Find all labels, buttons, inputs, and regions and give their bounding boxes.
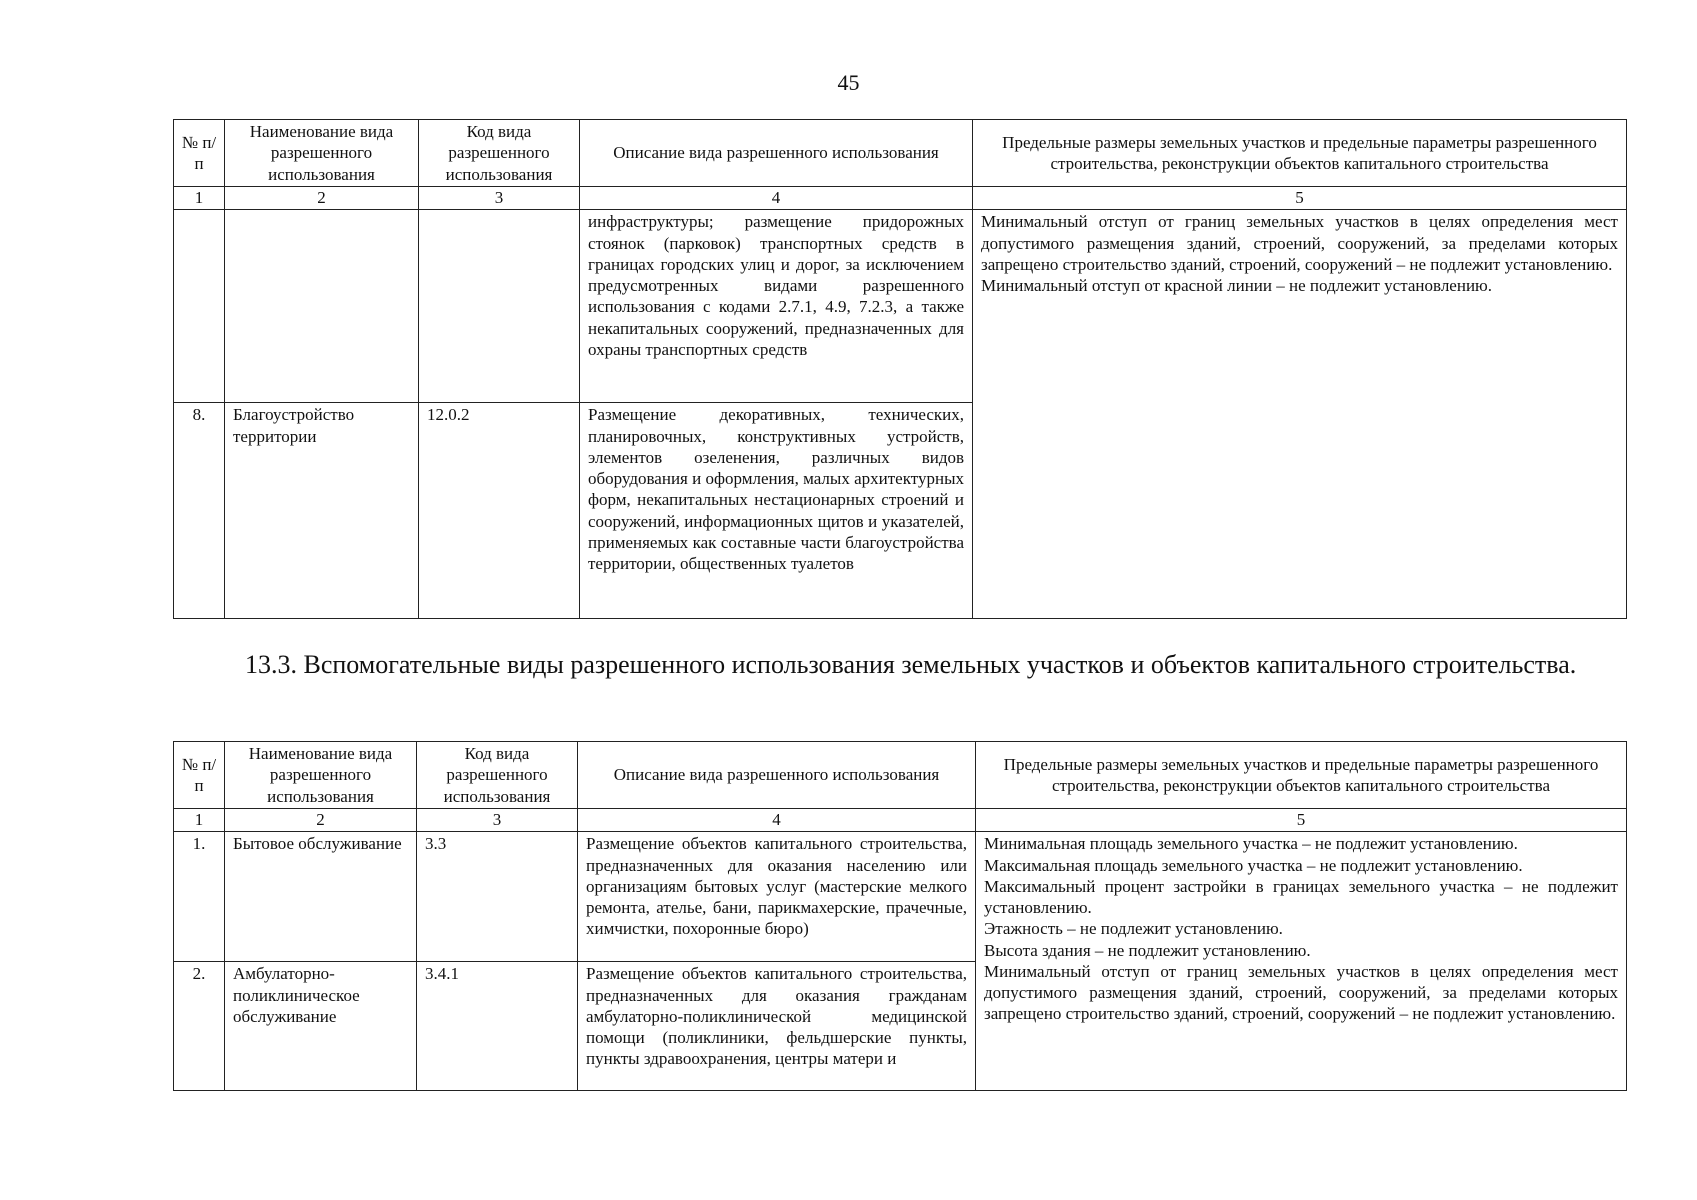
column-number: 5 [973, 187, 1627, 210]
table-row [174, 210, 1627, 403]
header-use-code: Код вида разрешенного использования [419, 120, 580, 187]
header-limits: Предельные размеры земельных участков и предельные параметры разрешенного строительства, реконструкции объектов капитального строительства [976, 742, 1627, 809]
column-number: 2 [225, 187, 419, 210]
header-use-name: Наименование вида разрешенного использования [225, 120, 419, 187]
column-number: 1 [174, 187, 225, 210]
row-number-cell: 8. [174, 403, 225, 619]
row-number-cell [174, 210, 225, 403]
table-header-row [174, 120, 1627, 187]
use-code-cell [419, 210, 580, 403]
limit-item: Высота здания – не подлежит установлению. [984, 940, 1311, 960]
limit-item: Минимальный отступ от границ земельных участков в целях определения мест допустимого размещения зданий, строений, сооружений, за пределами которых запрещено строительство зданий, строений, сооружений – не подлежит установлению. [984, 961, 1618, 1024]
use-name-cell: Бытовое обслуживание [225, 832, 417, 962]
header-use-description: Описание вида разрешенного использования [580, 120, 973, 187]
page-number: 45 [837, 70, 860, 95]
column-number: 5 [976, 809, 1627, 832]
section-heading: 13.3. Вспомогательные виды разрешенного использования земельных участков и объектов капитального строительства. [245, 650, 1577, 679]
column-number: 2 [225, 809, 417, 832]
use-name-cell: Благоустройство территории [225, 403, 419, 619]
column-number: 3 [419, 187, 580, 210]
limits-cell [976, 832, 1627, 1091]
zoning-table-main [173, 119, 1627, 619]
table-header-row [174, 742, 1627, 809]
header-number: № п/п [174, 120, 225, 187]
limit-item: Этажность – не подлежит установлению. [984, 919, 1283, 939]
column-number: 3 [417, 809, 578, 832]
column-number-row [174, 809, 1627, 832]
use-code-cell: 3.4.1 [417, 962, 578, 1091]
header-use-name: Наименование вида разрешенного использования [225, 742, 417, 809]
use-description-cell: Размещение объектов капитального строительства, предназначенных для оказания гражданам амбулаторно-поликлинической медицинской помощи (поликлиники, фельдшерские пункты, пункты здравоохранения, центры матери и [578, 962, 976, 1091]
header-use-code: Код вида разрешенного использования [417, 742, 578, 809]
use-description-cell: инфраструктуры; размещение придорожных стоянок (парковок) транспортных средств в границах городских улиц и дорог, за исключением предусмотренных видами разрешенного использования с кодами 2.7.1, 4.9, 7.2.3, а также некапитальных сооружений, предназначенных для охраны транспортных средств [580, 210, 973, 403]
limit-item: Минимальный отступ от границ земельных участков в целях определения мест допустимого размещения зданий, строений, сооружений, за пределами которых запрещено строительство зданий, строений, сооружений – не подлежит установлению. [981, 212, 1618, 274]
zoning-table-auxiliary [173, 741, 1627, 1091]
limit-item: Максимальный процент застройки в границах земельного участка – не подлежит установлению. [984, 876, 1618, 918]
limit-item: Минимальная площадь земельного участка – не подлежит установлению. [984, 834, 1518, 854]
row-number-cell: 2. [174, 962, 225, 1091]
column-number: 4 [580, 187, 973, 210]
column-number: 4 [578, 809, 976, 832]
use-name-cell [225, 210, 419, 403]
use-description-cell: Размещение объектов капитального строительства, предназначенных для оказания населению или организациям бытовых услуг (мастерские мелкого ремонта, ателье, бани, парикмахерские, прачечные, химчистки, похоронные бюро) [578, 832, 976, 962]
use-code-cell: 3.3 [417, 832, 578, 962]
column-number-row [174, 187, 1627, 210]
use-description-cell: Размещение декоративных, технических, планировочных, конструктивных устройств, элементов озеленения, различных видов оборудования и оформления, малых архитектурных форм, некапитальных нестационарных строений и сооружений, информационных щитов и указателей, применяемых как составные части благоустройства территории, общественных туалетов [580, 403, 973, 619]
header-use-description: Описание вида разрешенного использования [578, 742, 976, 809]
limit-item: Максимальная площадь земельного участка – не подлежит установлению. [984, 855, 1523, 875]
header-number: № п/п [174, 742, 225, 809]
row-number-cell: 1. [174, 832, 225, 962]
limits-cell [973, 210, 1627, 619]
column-number: 1 [174, 809, 225, 832]
use-code-cell: 12.0.2 [419, 403, 580, 619]
use-name-cell: Амбулаторно-поликлиническое обслуживание [225, 962, 417, 1091]
table-row [174, 832, 1627, 962]
limit-item: Минимальный отступ от красной линии – не подлежит установлению. [981, 276, 1492, 296]
header-limits: Предельные размеры земельных участков и предельные параметры разрешенного строительства, реконструкции объектов капитального строительства [973, 120, 1627, 187]
